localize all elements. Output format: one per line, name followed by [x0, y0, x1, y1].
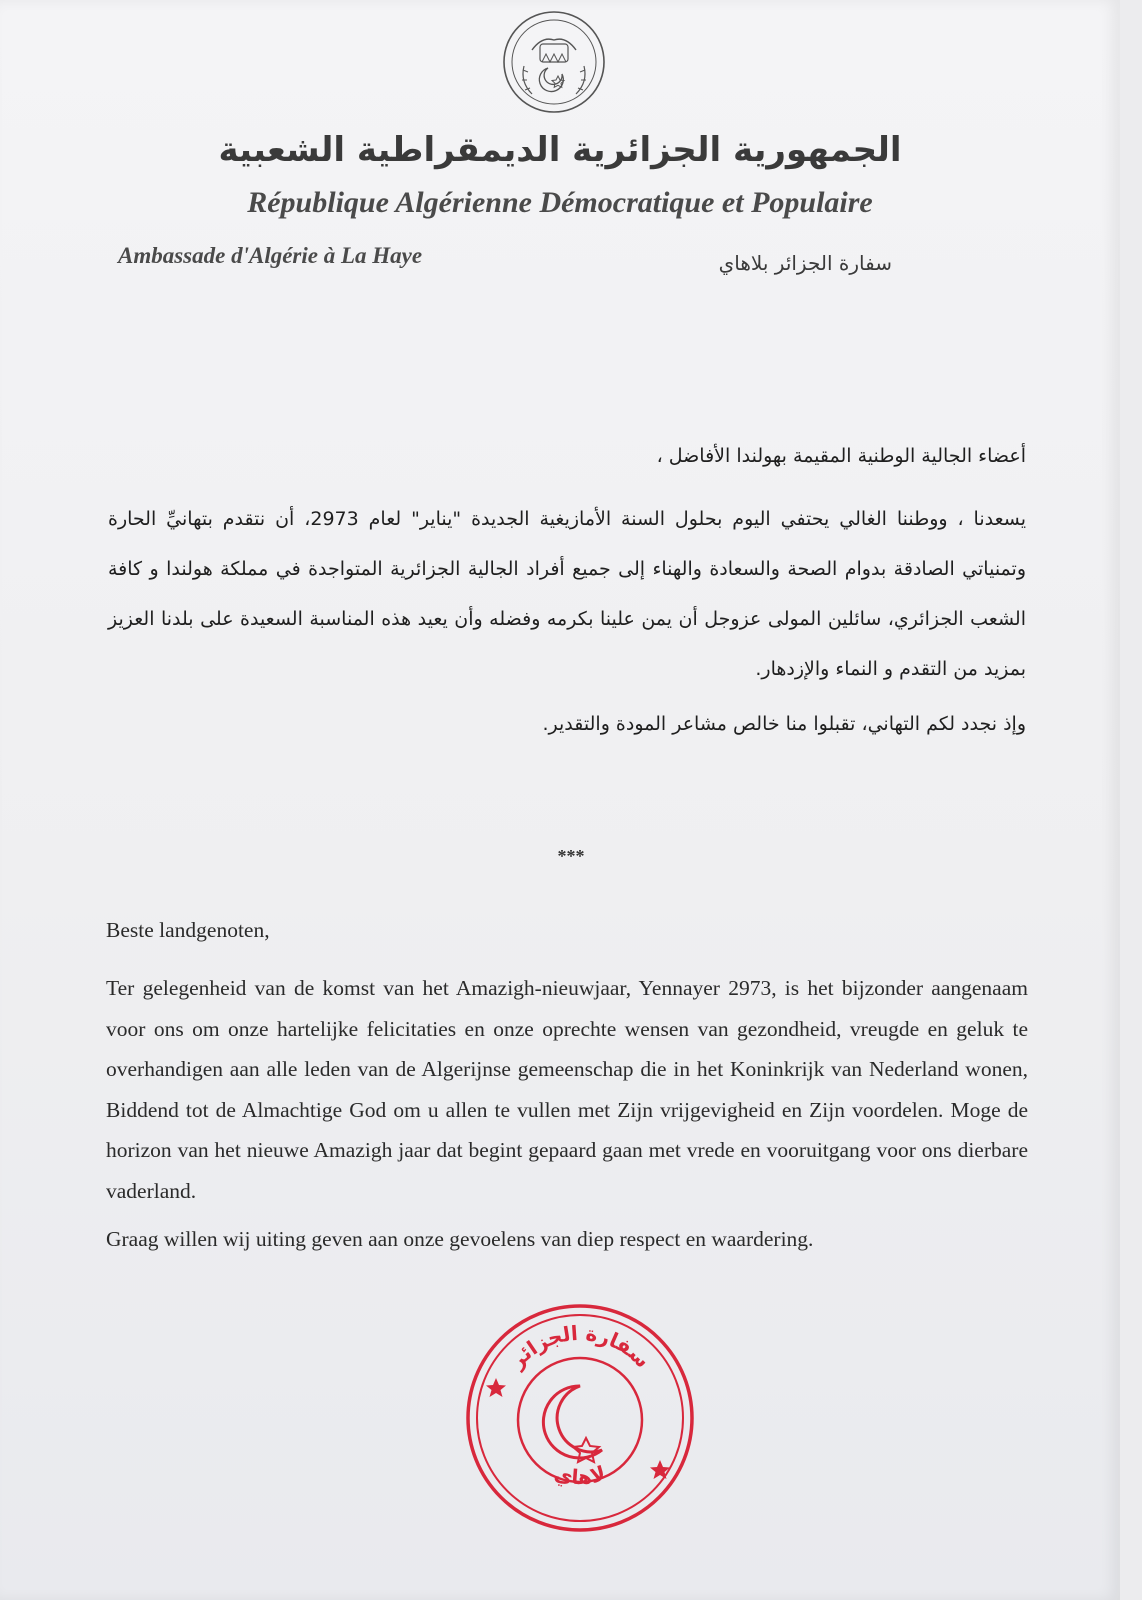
section-separator: *** — [557, 846, 585, 866]
embassy-name-arabic: سفارة الجزائر بلاهاي — [718, 251, 892, 275]
arabic-greeting: أعضاء الجالية الوطنية المقيمة بهولندا الأفاضل ، — [656, 445, 1026, 467]
dutch-greeting: Beste landgenoten, — [106, 918, 270, 942]
arabic-body-paragraph: يسعدنا ، ووطننا الغالي يحتفي اليوم بحلول السنة الأمازيغية الجديدة "يناير" لعام 2973، أن نتقدم بتهانيِّ الحارة وتمنياتي الصادقة بدوام الصحة والسعادة والهناء إلى جميع أفراد الجالية الجزائرية المتواجدة في مملكة هولندا و كافة الشعب الجزائري، سائلين المولى عزوجل أن يمن علينا بكرمه وفضله وأن يعيد هذه المناسبة السعيدة على بلدنا العزيز بمزيد من التقدم و النماء والإزدهار. — [108, 508, 1026, 680]
dutch-closing: Graag willen wij uiting geven aan onze gevoelens van diep respect en waardering. — [106, 1227, 814, 1251]
stamp-text-top: سفارة الجزائر — [504, 1320, 655, 1373]
stamp-text-bottom: لاهاي — [551, 1460, 609, 1490]
dutch-body-paragraph: Ter gelegenheid van de komst van het Amazigh-nieuwjaar, Yennayer 2973, is het bijzonder aangenaam voor ons om onze hartelijke felicitaties en onze oprechte wensen van gezondheid, vreugde en geluk te overhandigen aan alle leden van de Algerijnse gemeenschap die in het Koninkrijk van Nederland wonen, Biddend tot de Almachtige God om u allen te vullen met Zijn vrijgevigheid en Zijn voordelen. Moge de horizon van het nieuwe Amazigh jaar dat begint gepaard gaan met vrede en vooruitgang voor ons dierbare vaderland. — [106, 976, 1028, 1203]
algeria-state-emblem-icon — [502, 10, 606, 114]
country-title-arabic: الجمهورية الجزائرية الديمقراطية الشعبية — [218, 130, 902, 170]
embassy-name-french: Ambassade d'Algérie à La Haye — [118, 243, 423, 268]
arabic-closing: وإذ نجدد لكم التهاني، تقبلوا منا خالص مشاعر المودة والتقدير. — [542, 713, 1026, 735]
embassy-seal-stamp-icon — [462, 1300, 698, 1536]
dutch-message — [106, 916, 1028, 1253]
country-title-french: République Algérienne Démocratique et Populaire — [247, 186, 873, 219]
arabic-message — [108, 436, 1026, 744]
